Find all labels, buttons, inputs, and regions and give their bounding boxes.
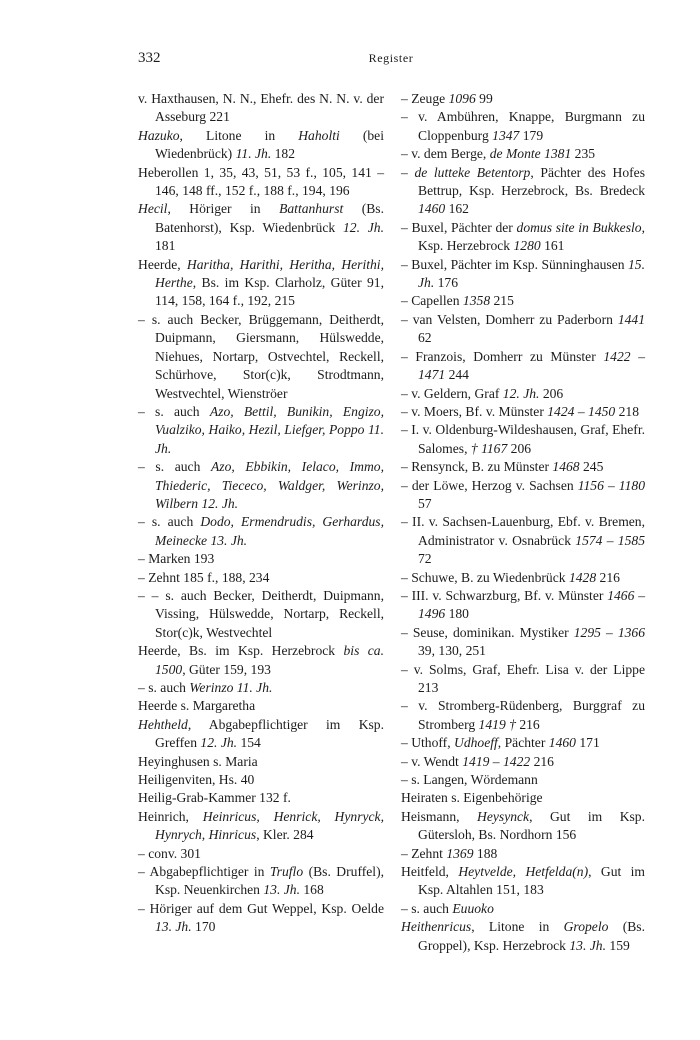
index-entry <box>401 90 645 108</box>
index-entry <box>401 311 645 348</box>
index-entry <box>401 771 645 789</box>
index-entry <box>401 789 645 807</box>
entry-text-italic: de lutteke Betentorp <box>414 164 531 180</box>
entry-text: 245 <box>579 459 604 475</box>
entry-text-italic: 13. Jh. <box>263 882 300 898</box>
index-entry <box>138 771 384 789</box>
entry-text: , Ksp. Herzebrock <box>418 219 645 254</box>
index-entry <box>401 697 645 734</box>
entry-text: , Bs. im Ksp. Clarholz, Güter 91, 114, 158, 164 f., 192, 215 <box>155 275 384 309</box>
entry-text: – Buxel, Pächter der <box>401 219 517 235</box>
entry-text-italic: Battanhurst <box>279 201 344 217</box>
index-entry <box>138 863 384 900</box>
entry-text-italic: 12. Jh. <box>200 735 238 751</box>
entry-text: – van Velsten, Domherr zu Paderborn <box>401 311 618 327</box>
entry-text: – s. auch <box>138 403 210 419</box>
entry-text-italic: 1347 <box>492 127 520 143</box>
entry-text-italic: 1460 <box>418 201 446 217</box>
entry-text-italic: Hehtheld <box>138 716 188 732</box>
entry-text: Heerde s. Margaretha <box>138 698 256 714</box>
entry-text-italic: 1358 <box>462 293 491 309</box>
entry-text-italic: 1428 <box>568 569 597 585</box>
index-entry <box>401 587 645 624</box>
entry-text: 235 <box>571 146 596 162</box>
entry-text: – s. auch <box>138 680 190 695</box>
entry-text: 216 <box>596 569 620 585</box>
entry-text: – Höriger auf dem Gut Weppel, Ksp. Oelde <box>138 900 384 916</box>
entry-text-italic: Gropelo <box>563 919 609 935</box>
entry-text-italic: Heytvelde, Hetfelda(n) <box>458 864 589 880</box>
entry-text-italic: Heithenricus <box>401 919 472 935</box>
index-entry <box>138 642 384 679</box>
entry-text: Heinrich, <box>138 808 203 824</box>
entry-text-italic: 11. Jh. <box>235 146 272 162</box>
index-entry <box>138 716 384 753</box>
running-head: Register <box>368 51 414 65</box>
page-header <box>138 50 644 72</box>
entry-text: 159 <box>606 937 630 953</box>
entry-text-italic: 13. Jh. <box>569 937 606 953</box>
index-entry <box>401 219 645 256</box>
entry-text: 99 <box>475 91 493 106</box>
index-entry <box>138 697 384 715</box>
entry-text: 161 <box>540 238 565 254</box>
index-entry <box>138 808 384 845</box>
index-entry <box>138 753 384 771</box>
entry-text: 171 <box>575 735 600 751</box>
entry-text: , Güter 159, 193 <box>182 661 271 677</box>
entry-text: 180 <box>445 606 469 622</box>
entry-text: – v. dem Berge, <box>401 146 490 162</box>
entry-text-italic: 1419 † <box>478 716 516 732</box>
entry-text-italic: Truflo <box>269 864 304 880</box>
entry-text-italic: Heinricus, Henrick, Hynryck, Hynrych, Hinricus <box>155 808 384 843</box>
index-entry <box>401 145 645 163</box>
entry-text: 218 <box>615 403 640 419</box>
entry-text-italic: Haholti <box>298 127 340 143</box>
entry-text-italic: 13. Jh. <box>155 919 192 935</box>
entry-text: , Pächter des Hofes Bettrup, Ksp. Herzebrock, Bs. Bredeck <box>418 164 645 199</box>
index-entry <box>401 918 645 955</box>
entry-text: – Zeuge <box>401 91 449 106</box>
index-entry <box>138 569 384 587</box>
entry-text: 188 <box>473 845 498 861</box>
index-entry <box>138 789 384 807</box>
entry-text: – Capellen <box>401 293 463 309</box>
entry-text: Heilig-Grab-Kammer 132 f. <box>138 790 291 806</box>
entry-text: 162 <box>445 201 469 217</box>
index-entry <box>401 569 645 587</box>
index-entry <box>401 900 645 918</box>
entry-text-italic: 1424 – 1450 <box>547 403 616 419</box>
entry-text: – v. Geldern, Graf <box>401 385 503 401</box>
entry-text: 62 <box>418 330 432 346</box>
entry-text: v. Haxthausen, N. N., Ehefr. des N. N. v. der Asseburg 221 <box>138 91 384 125</box>
entry-text: – s. auch <box>138 514 201 530</box>
entry-text: – v. Ambühren, Knappe, Burgmann zu Cloppenburg <box>401 109 645 143</box>
entry-text: Heitfeld, <box>401 864 459 880</box>
index-entry <box>138 90 384 127</box>
entry-text-italic: 1295 – 1366 <box>573 624 645 640</box>
index-entry <box>138 550 384 568</box>
entry-text: – Franzois, Domherr zu Münster <box>401 348 604 364</box>
entry-text: – <box>401 164 415 180</box>
entry-text-italic: 1156 – 1180 <box>577 477 645 493</box>
entry-text: (Bs. Groppel), Ksp. Herzebrock <box>418 919 645 953</box>
entry-text: Heyinghusen s. Maria <box>138 753 258 769</box>
entry-text: – der Löwe, Herzog v. Sachsen <box>401 477 578 493</box>
entry-text: 168 <box>299 882 324 898</box>
entry-text: 179 <box>519 127 544 143</box>
entry-text-italic: 1574 – 1585 <box>575 532 645 548</box>
entry-text: 182 <box>271 146 296 162</box>
entry-text: 176 <box>434 275 459 291</box>
entry-text: 206 <box>507 440 532 456</box>
entry-text: – Rensynck, B. zu Münster <box>401 459 553 475</box>
index-entry <box>401 808 645 845</box>
entry-text: 57 <box>418 495 432 511</box>
entry-text-italic: 1096 <box>448 91 476 106</box>
index-entry <box>401 403 645 421</box>
index-entry <box>401 661 645 698</box>
index-entry <box>401 256 645 293</box>
entry-text-italic: Werinzo 11. Jh. <box>189 680 273 695</box>
entry-text: , Gut im Ksp. Altahlen 151, 183 <box>418 864 646 898</box>
entry-text-italic: † 1167 <box>470 440 508 456</box>
entry-text: – v. Solms, Graf, Ehefr. Lisa v. der Lippe 213 <box>401 661 645 695</box>
index-entry <box>138 679 384 697</box>
entry-text: Heismann, <box>401 808 478 824</box>
index-entry <box>138 900 384 937</box>
entry-text: – II. v. Sachsen-Lauenburg, Ebf. v. Bremen, Administrator v. Osnabrück <box>401 514 645 548</box>
entry-text: 72 <box>418 551 432 567</box>
entry-text: – v. Moers, Bf. v. Münster <box>401 403 548 419</box>
index-entry <box>401 292 645 310</box>
entry-text-italic: 12. Jh. <box>502 385 540 401</box>
entry-text: Heberollen 1, 35, 43, 51, 53 f., 105, 141 – 146, 148 ff., 152 f., 188 f., 194, 196 <box>138 164 384 199</box>
index-entry <box>401 458 645 476</box>
entry-text: – Zehnt 185 f., 188, 234 <box>138 569 270 585</box>
entry-text: – Marken 193 <box>138 551 215 567</box>
entry-text-italic: 1468 <box>552 459 580 475</box>
entry-text-italic: bis ca. 1500 <box>155 643 385 677</box>
entry-text-italic: 1369 <box>446 845 474 861</box>
entry-text: , Kler. 284 <box>256 827 314 843</box>
index-entry <box>401 477 645 514</box>
entry-text: – Buxel, Pächter im Ksp. Sünninghausen <box>401 256 628 272</box>
index-entry <box>138 587 384 642</box>
entry-text: – s. auch <box>138 459 211 475</box>
entry-text: 181 <box>155 238 176 254</box>
entry-text-italic: Haritha, Harithi, Heritha, Herithi, Herthe <box>155 256 384 291</box>
page-number: 332 <box>138 50 161 66</box>
index-entry <box>138 200 384 255</box>
index-entry <box>138 458 384 513</box>
entry-text: 216 <box>530 753 554 769</box>
index-entry <box>138 127 384 164</box>
index-entry <box>401 108 645 145</box>
entry-text: (Bs. Druffel), Ksp. Neuenkirchen <box>155 864 384 898</box>
entry-text: – v. Wendt <box>401 753 463 769</box>
entry-text: – s. Langen, Wördemann <box>401 772 538 788</box>
entry-text: Heerde, Bs. im Ksp. Herzebrock <box>138 643 344 659</box>
index-entry <box>138 311 384 403</box>
entry-text: (Bs. Batenhorst), Ksp. Wiedenbrück <box>155 201 384 235</box>
entry-text: , Litone in <box>471 919 564 935</box>
entry-text-italic: 1422 – 1471 <box>418 348 645 383</box>
index-entry <box>138 256 384 311</box>
entry-text: – I. v. Oldenburg-Wildeshausen, Graf, Ehefr. Salomes, <box>401 422 645 456</box>
entry-text: – – s. auch Becker, Deitherdt, Duipmann, Vissing, Hülswedde, Nortarp, Reckell, Stor(c)k, Westvechtel <box>138 587 384 640</box>
entry-text: 244 <box>445 367 469 383</box>
entry-text: , Gut im Ksp. Gütersloh, Bs. Nordhorn 156 <box>418 808 646 843</box>
entry-text: , Pächter <box>497 735 549 751</box>
entry-text: Heiligenviten, Hs. 40 <box>138 772 255 788</box>
entry-text-italic: 1419 – 1422 <box>462 753 531 769</box>
entry-text: – Abgabepflichtiger in <box>138 864 270 880</box>
entry-text-italic: Azo, Ebbikin, Ielaco, Immo, Thiederic, Tiececo, Waldger, Werinzo, Wilbern 12. Jh. <box>155 459 385 511</box>
entry-text: 154 <box>237 735 261 751</box>
entry-text: 216 <box>515 716 540 732</box>
entry-text: – s. auch Becker, Brüggemann, Deitherdt, Duipmann, Giersmann, Hülswedde, Niehues, Nortarp, Ostvechtel, Reckell, Schürhove, Stor(c)k, Strodtmann, Westvechtel, Wienströer <box>138 311 384 401</box>
entry-text-italic: Azo, Bettil, Bunikin, Engizo, Vualziko, Haiko, Hezil, Liefger, Poppo 11. Jh. <box>155 403 385 456</box>
entry-text: , Litone in <box>179 127 299 143</box>
entry-text: – s. auch <box>401 900 453 916</box>
entry-text: – v. Stromberg-Rüdenberg, Burggraf zu Stromberg <box>401 698 645 732</box>
entry-text-italic: Heysynck <box>477 808 530 824</box>
index-entry <box>138 845 384 863</box>
entry-text: 39, 130, 251 <box>418 643 486 659</box>
index-entry <box>138 403 384 458</box>
entry-text: 170 <box>191 919 216 935</box>
index-entry <box>138 513 384 550</box>
entry-text-italic: Hazuko <box>138 127 180 143</box>
entry-text: , Abgabepflichtiger im Ksp. Greffen <box>155 716 384 751</box>
entry-text-italic: 1280 <box>513 238 541 254</box>
index-entry <box>401 863 645 900</box>
entry-text-italic: 1460 <box>548 735 576 751</box>
entry-text: – III. v. Schwarzburg, Bf. v. Münster <box>401 587 608 603</box>
entry-text: Heerde, <box>138 256 187 272</box>
index-column-right <box>401 90 645 955</box>
entry-text: Heiraten s. Eigenbehörige <box>401 790 543 806</box>
entry-text-italic: Udhoeff <box>454 735 498 751</box>
entry-text: – Schuwe, B. zu Wiedenbrück <box>401 569 569 585</box>
index-column-left <box>138 90 384 937</box>
index-entry <box>401 385 645 403</box>
entry-text-italic: de Monte 1381 <box>489 146 572 162</box>
index-entry <box>401 421 645 458</box>
index-entry <box>401 164 645 219</box>
entry-text: (bei Wiedenbrück) <box>155 127 384 162</box>
entry-text-italic: Dodo, Ermendrudis, Gerhardus, Meinecke 13. Jh. <box>155 514 384 548</box>
index-entry <box>401 348 645 385</box>
index-entry <box>401 513 645 568</box>
entry-text: – Uthoff, <box>401 735 454 751</box>
index-entry <box>138 164 384 201</box>
entry-text: – Seuse, dominikan. Mystiker <box>401 624 574 640</box>
index-entry <box>401 845 645 863</box>
entry-text-italic: 15. Jh. <box>418 256 645 291</box>
entry-text: 206 <box>539 385 564 401</box>
index-entry <box>401 624 645 661</box>
entry-text-italic: 1466 – 1496 <box>418 587 645 622</box>
entry-text: – Zehnt <box>401 845 447 861</box>
entry-text-italic: Hecil <box>138 201 168 217</box>
index-entry <box>401 753 645 771</box>
entry-text-italic: 1441 <box>617 311 645 327</box>
entry-text-italic: Euuoko <box>452 900 494 916</box>
entry-text: , Höriger in <box>167 201 280 217</box>
entry-text-italic: 12. Jh. <box>342 219 384 235</box>
entry-text-italic: domus site in Bukkeslo <box>516 219 642 235</box>
entry-text: 215 <box>490 293 514 309</box>
index-entry <box>401 734 645 752</box>
entry-text: – conv. 301 <box>138 845 201 861</box>
